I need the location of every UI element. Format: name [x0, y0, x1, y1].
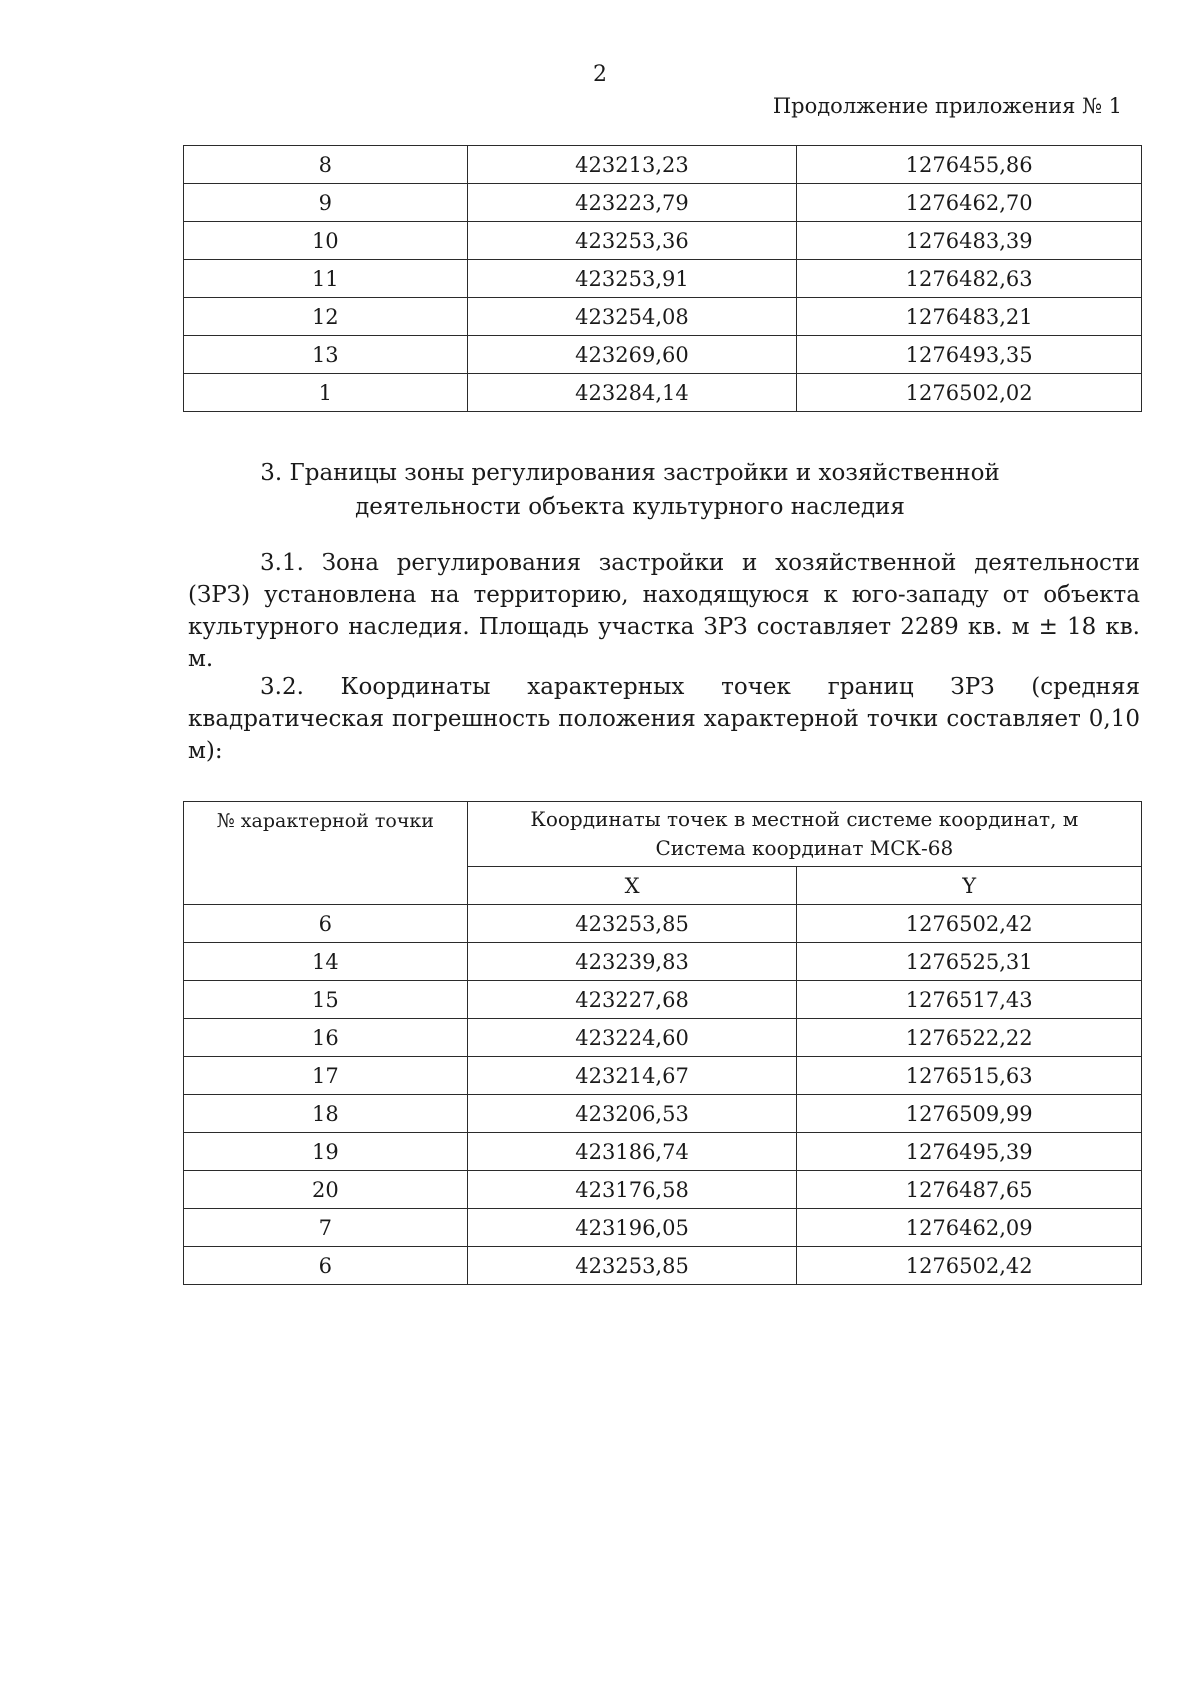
- cell-x-coordinate: 423176,58: [467, 1171, 797, 1209]
- cell-y-coordinate: 1276502,02: [797, 374, 1142, 412]
- cell-x-coordinate: 423196,05: [467, 1209, 797, 1247]
- cell-point-number: 8: [184, 146, 468, 184]
- cell-point-number: 16: [184, 1019, 468, 1057]
- cell-point-number: 6: [184, 905, 468, 943]
- table-row: [184, 336, 1142, 374]
- header-x: X: [467, 867, 797, 905]
- table-row: [184, 146, 1142, 184]
- cell-y-coordinate: 1276502,42: [797, 1247, 1142, 1285]
- cell-y-coordinate: 1276493,35: [797, 336, 1142, 374]
- cell-y-coordinate: 1276522,22: [797, 1019, 1142, 1057]
- cell-y-coordinate: 1276455,86: [797, 146, 1142, 184]
- cell-point-number: 7: [184, 1209, 468, 1247]
- cell-x-coordinate: 423227,68: [467, 981, 797, 1019]
- appendix-continuation-note: Продолжение приложения № 1: [772, 94, 1122, 118]
- cell-x-coordinate: 423206,53: [467, 1095, 797, 1133]
- cell-x-coordinate: 423214,67: [467, 1057, 797, 1095]
- cell-x-coordinate: 423224,60: [467, 1019, 797, 1057]
- cell-x-coordinate: 423254,08: [467, 298, 797, 336]
- cell-x-coordinate: 423253,85: [467, 905, 797, 943]
- cell-point-number: 18: [184, 1095, 468, 1133]
- cell-point-number: 14: [184, 943, 468, 981]
- paragraph-3-1-text: Зона регулирования застройки и хозяйственной деятельности (ЗРЗ) установлена на территорию, находящуюся к юго-западу от объекта культурного наследия. Площадь участка ЗРЗ составляет 2289 кв. м ± 18 кв. м.: [188, 550, 1140, 672]
- cell-y-coordinate: 1276482,63: [797, 260, 1142, 298]
- cell-point-number: 1: [184, 374, 468, 412]
- paragraph-3-1-number: 3.1.: [260, 550, 304, 576]
- header-point-number: № характерной точки: [184, 802, 468, 905]
- cell-x-coordinate: 423269,60: [467, 336, 797, 374]
- cell-y-coordinate: 1276487,65: [797, 1171, 1142, 1209]
- section-3-heading-line-1: 3. Границы зоны регулирования застройки и хозяйственной: [260, 460, 1000, 486]
- paragraph-3-1: [188, 547, 1140, 675]
- table-row: [184, 184, 1142, 222]
- coordinates-table-continued: [183, 145, 1142, 412]
- cell-x-coordinate: 423253,85: [467, 1247, 797, 1285]
- cell-point-number: 15: [184, 981, 468, 1019]
- table-row: [184, 298, 1142, 336]
- cell-x-coordinate: 423253,36: [467, 222, 797, 260]
- header-coordinates-line-2: Система координат МСК-68: [655, 836, 954, 860]
- cell-y-coordinate: 1276509,99: [797, 1095, 1142, 1133]
- cell-x-coordinate: 423223,79: [467, 184, 797, 222]
- cell-point-number: 6: [184, 1247, 468, 1285]
- table-row: [184, 1133, 1142, 1171]
- cell-y-coordinate: 1276517,43: [797, 981, 1142, 1019]
- cell-x-coordinate: 423284,14: [467, 374, 797, 412]
- cell-x-coordinate: 423213,23: [467, 146, 797, 184]
- table-row: [184, 943, 1142, 981]
- section-3-heading: [230, 456, 1030, 524]
- header-coordinates-line-1: Координаты точек в местной системе координат, м: [530, 807, 1079, 831]
- cell-y-coordinate: 1276462,09: [797, 1209, 1142, 1247]
- cell-y-coordinate: 1276515,63: [797, 1057, 1142, 1095]
- table-row: [184, 1209, 1142, 1247]
- page-number: 2: [593, 62, 607, 87]
- table-row: [184, 905, 1142, 943]
- cell-y-coordinate: 1276502,42: [797, 905, 1142, 943]
- cell-point-number: 10: [184, 222, 468, 260]
- cell-x-coordinate: 423253,91: [467, 260, 797, 298]
- cell-point-number: 19: [184, 1133, 468, 1171]
- zrz-coordinates-table: [183, 801, 1142, 1285]
- cell-y-coordinate: 1276525,31: [797, 943, 1142, 981]
- table-row: [184, 1057, 1142, 1095]
- cell-point-number: 20: [184, 1171, 468, 1209]
- table-row: [184, 374, 1142, 412]
- cell-y-coordinate: 1276483,21: [797, 298, 1142, 336]
- table-row: [184, 1019, 1142, 1057]
- cell-x-coordinate: 423239,83: [467, 943, 797, 981]
- cell-point-number: 11: [184, 260, 468, 298]
- cell-point-number: 13: [184, 336, 468, 374]
- table-row: [184, 1095, 1142, 1133]
- cell-point-number: 9: [184, 184, 468, 222]
- cell-x-coordinate: 423186,74: [467, 1133, 797, 1171]
- header-coordinates: [467, 802, 1141, 867]
- table-row: [184, 981, 1142, 1019]
- paragraph-3-2: [188, 671, 1140, 767]
- section-3-heading-line-2: деятельности объекта культурного наследия: [355, 494, 905, 520]
- paragraph-3-2-text: Координаты характерных точек границ ЗРЗ (средняя квадратическая погрешность положения характерной точки составляет 0,10 м):: [188, 674, 1141, 764]
- cell-point-number: 12: [184, 298, 468, 336]
- cell-y-coordinate: 1276483,39: [797, 222, 1142, 260]
- cell-point-number: 17: [184, 1057, 468, 1095]
- cell-y-coordinate: 1276462,70: [797, 184, 1142, 222]
- cell-y-coordinate: 1276495,39: [797, 1133, 1142, 1171]
- paragraph-3-2-number: 3.2.: [260, 674, 304, 700]
- table-row: [184, 1247, 1142, 1285]
- header-y: Y: [797, 867, 1142, 905]
- table-row: [184, 222, 1142, 260]
- table-row: [184, 260, 1142, 298]
- table-row: [184, 1171, 1142, 1209]
